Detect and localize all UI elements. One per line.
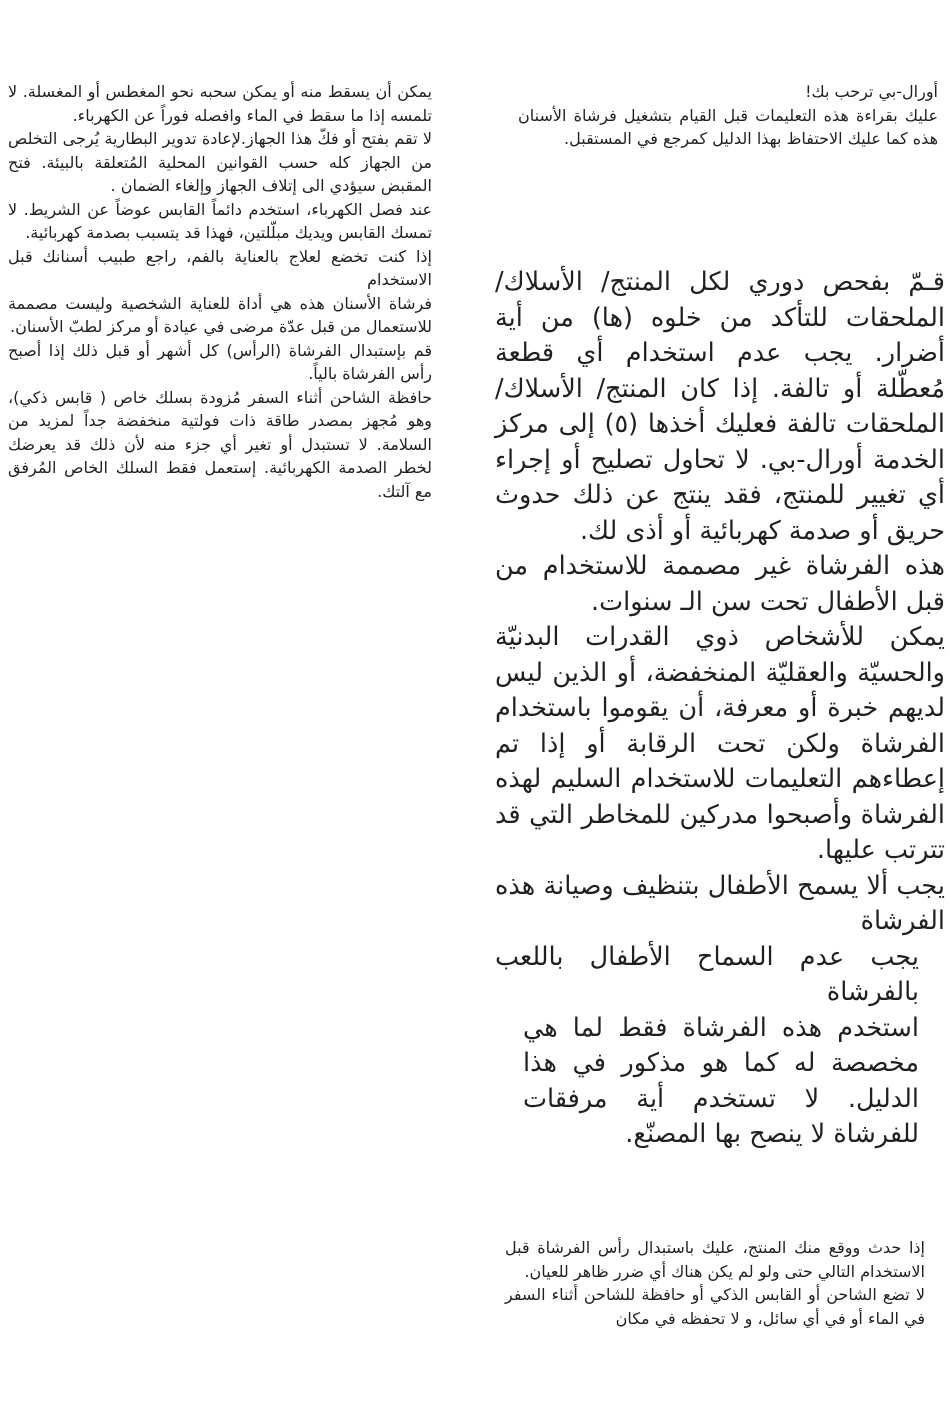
children-play-paragraph: يجب عدم السماح الأطفال باللعب بالفرشاة [495,941,919,1007]
charger-water-paragraph: لا تضع الشاحن أو القابس الذكي أو حافظة للشاحن أثناء السفر في الماء أو في أي سائل، و لا تحفظه في مكان [505,1285,925,1328]
left-column [8,80,432,503]
inspect-product-paragraph: قـمّ بفحص دوري لكل المنتج/ الأسلاك/ الملحقات للتأكد من خلوه (ها) من أية أضرار. يجب عدم استخدام أي قطعة مُعطّلة أو تالفة. إذا كان المنتج/ الأسلاك/ الملحقات تالفة فعليك أخذها (٥) إلى مركز الخدمة أورال-بي. لا تحاول تصليح أو إجراء أي تغيير للمنتج، فقد ينتج عن ذلك حدوث حريق أو صدمة كهربائية أو أذى لك. [495,267,945,546]
bottom-section [505,1236,925,1330]
welcome-line: أورال-بي ترحب بك! [805,82,938,101]
do-not-open-paragraph: لا تقم بفتح أو فكّ هذا الجهاز.لإعادة تدوير البطارية يُرجى التخلص من الجهاز كله حسب القوانين المحلية المُتعلقة بالبيئة. فتح المقبض سيؤدي الى إتلاف الجهاز وإلغاء الضمان . [8,129,432,195]
children-age-paragraph: هذه الفرشاة غير مصممة للاستخدام من قبل الأطفال تحت سن الـ سنوات. [495,551,945,617]
personal-care-paragraph: فرشاة الأسنان هذه هي أداة للعناية الشخصية وليست مصممة للاستعمال من قبل عدّة مرضى في عيادة أو مركز لطبّ الأسنان. [8,293,432,336]
intended-use-paragraph: استخدم هذه الفرشاة فقط لما هي مخصصة له كما هو مذكور في هذا الدليل. لا تستخدم أية مرفقات للفرشاة لا ينصح بها المصنّع. [523,1012,919,1149]
read-instructions-paragraph: عليك بقراءة هذه التعليمات قبل القيام بتشغيل فرشاة الأسنان هذه كما عليك الاحتفاظ بهذا الدليل كمرجع في المستقبل. [518,105,938,148]
main-safety-column [495,265,945,1153]
fall-into-water-paragraph: يمكن أن يسقط منه أو يمكن سحبه نحو المغطس أو المغسلة. لا تلمسه إذا ما سقط في الماء وافصله فوراً عن الكهرباء. [8,82,432,125]
reduced-capabilities-paragraph: يمكن للأشخاص ذوي القدرات البدنيّة والحسيّة والعقليّة المنخفضة، أو الذين ليس لديهم خبرة أو معرفة، أن يقوموا باستخدام الفرشاة ولكن تحت الرقابة أو إذا تم إعطاءهم التعليمات للاستخدام السليم لهذه الفرشاة وأصبحوا مدركين للمخاطر التي قد تترتب عليها. [495,622,945,865]
dentist-paragraph: إذا كنت تخضع لعلاج بالعناية بالفم، راجع طبيب أسنانك قبل الاستخدام [8,246,432,289]
dropped-product-paragraph: إذا حدث ووقع منك المنتج، عليك باستبدال رأس الفرشاة قبل الاستخدام التالي حتى ولو لم يكن هناك أي ضرر ظاهر للعيان. [505,1238,925,1281]
unplug-paragraph: عند فصل الكهرباء، استخدم دائماً القابس عوضاً عن الشريط. لا تمسك القابس ويديك مبلّلتين، فهذا قد يتسبب بصدمة كهربائية. [8,199,432,242]
travel-charger-paragraph: حافظة الشاحن أثناء السفر مُزودة بسلك خاص ( قابس ذكي)، وهو مُجهز بمصدر طاقة ذات فولتية منخفضة جداً لمزيد من السلامة. لا تستبدل أو تغير أي جزء منه لأن ذلك قد يعرضك لخطر الصدمة الكهربائية. إستعمل فقط السلك الخاص المُرفق مع آلتك. [8,387,432,501]
intro-section [518,80,938,151]
replace-head-paragraph: قم بإستبدال الفرشاة (الرأس) كل أشهر أو قبل ذلك إذا أصبح رأس الفرشاة بالياً. [8,340,432,383]
children-cleaning-paragraph: يجب ألا يسمح الأطفال بتنظيف وصيانة هذه الفرشاة [495,870,945,936]
